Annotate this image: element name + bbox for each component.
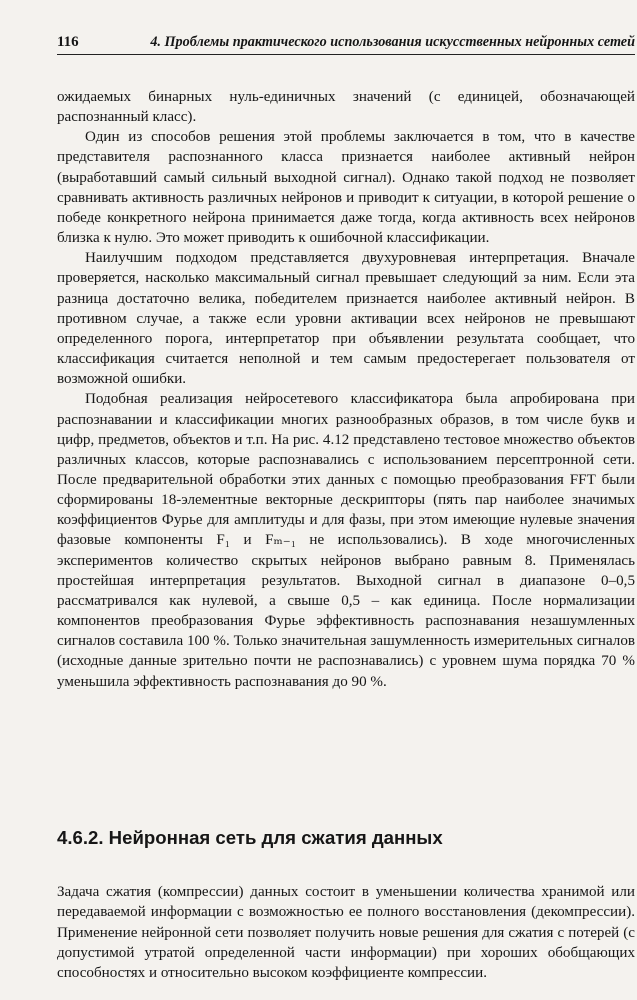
paragraph: Один из способов решения этой проблемы заключается в том, что в качестве представителя распознанного класса признается наиболее активный нейрон (выработавший самый сильный выходной сигнал). Однако такой подход не позволяет сравнивать активность различных нейронов и приводит к ситуации, в которой решение о победе конкретного нейрона принимается даже тогда, когда активность всех нейронов близка к нулю. Это может приводить к ошибочной классификации.: [57, 129, 635, 247]
section-heading: 4.6.2. Нейронная сеть для сжатия данных: [57, 827, 443, 848]
section-paragraph: Задача сжатия (компрессии) данных состоит в уменьшении количества хранимой или передаваемой информации с возможностью ее полного восстановления (декомпрессии). Применение нейронной сети позволяет получить новые решения для сжатия с потерей (с допустимой утратой определенной части информации) при хороших обобщающих способностях и относительно высоком коэффициенте компрессии.: [57, 884, 635, 982]
paragraph: Подобная реализация нейросетевого классификатора была апробирована при распознавании и классификации многих разнообразных образов, в том числе букв и цифр, предметов, объектов и т.п. На рис. 4.12 представлено тестовое множество объектов различных классов, которые распознавались с использованием персептронной сети. После предварительной обработки этих данных с помощью преобразования FFT были сформированы 18-элементные векторные дескрипторы (пять пар наиболее значимых коэффициентов Фурье для амплитуды и для фазы, при этом имеющие нулевые значения фазовые компоненты F₁ и Fₘ₋₁ не использовались). В ходе многочисленных экспериментов количество скрытых нейронов выбрано равным 8. Применялась простейшая интерпретация результатов. Выходной сигнал в диапазоне 0–0,5 рассматривался как нулевой, а свыше 0,5 – как единица. После нормализации компонентов преобразования Фурье эффективность распознавания незашумленных сигналов составила 100 %. Только значительная зашумленность измерительных сигналов (исходные данные зрительно почти не распознавались) с уровнем шума порядка 70 % уменьшила эффективность распознавания до 90 %.: [57, 391, 635, 690]
section-body: [57, 882, 635, 983]
running-header: [57, 34, 635, 55]
chapter-title: 4. Проблемы практического использования искусственных нейронных сетей: [150, 34, 635, 50]
paragraph-continued: ожидаемых бинарных нуль-единичных значений (с единицей, обозначающей распознанный класс).: [57, 89, 635, 126]
paragraph: Наилучшим подходом представляется двухуровневая интерпретация. Вначале проверяется, насколько максимальный сигнал превышает следующий за ним. Если эта разница достаточно велика, победителем признается наиболее активный нейрон. В противном случае, а также если уровни активации всех нейронов не превышают определенного порога, интерпретатор при объявлении результата сообщает, что классификация считается неполной и тем самым предостерегает пользователя от возможной ошибки.: [57, 250, 635, 388]
body-text: [57, 87, 635, 692]
page-number: 116: [57, 34, 79, 50]
